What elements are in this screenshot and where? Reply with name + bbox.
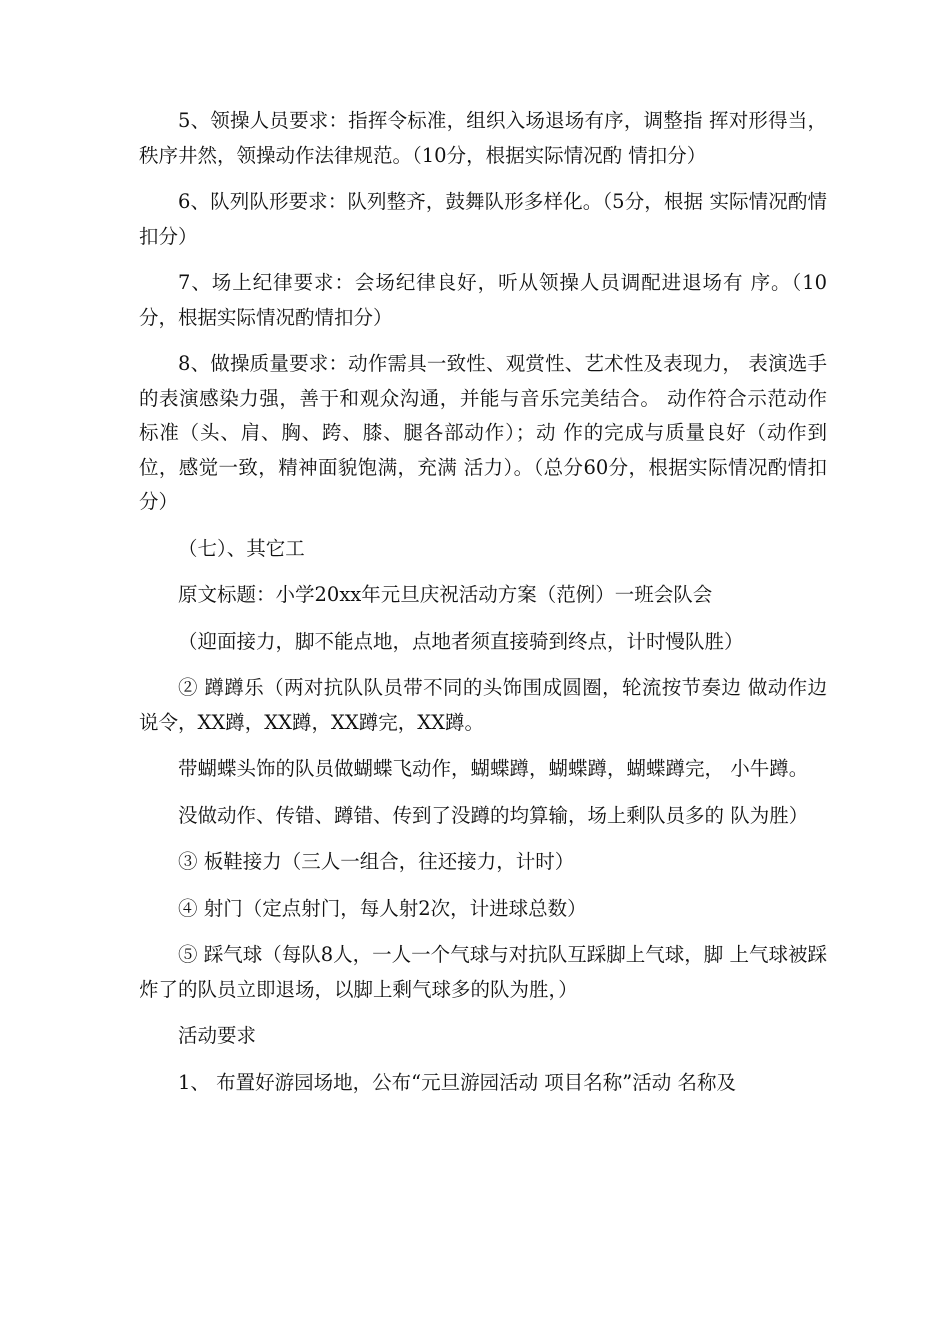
document-body	[139, 104, 827, 1100]
heading-activity-requirements: 活动要求	[178, 1024, 257, 1047]
paragraph-squat-game: ② 蹲蹲乐（两对抗队队员带不同的头饰围成圆圈，轮流按节奏边 做动作边说令，XX蹲，XX蹲，XX蹲完，XX蹲。	[139, 676, 827, 734]
paragraph-requirement-1: 1、 布置好游园场地，公布“元旦游园活动 项目名称”活动 名称及	[178, 1070, 736, 1094]
paragraph-squat-losing-rule: 没做动作、传错、蹲错、传到了没蹲的均算输，场上剩队员多的 队为胜）	[178, 803, 809, 827]
paragraph-leader-requirements: 5、领操人员要求：指挥令标准，组织入场退场有序，调整指 挥对形得当，秩序井然，领操动作法律规范。（10分，根据实际情况酌 情扣分）	[139, 109, 827, 167]
paragraph-discipline-requirements: 7、场上纪律要求：会场纪律良好，听从领操人员调配进退场有 序。（10分，根据实际情况酌情扣分）	[139, 271, 827, 329]
paragraph-formation-requirements: 6、队列队形要求：队列整齐，鼓舞队形多样化。（5分，根据 实际情况酌情扣分）	[139, 190, 827, 248]
paragraph-butterfly-squat: 带蝴蝶头饰的队员做蝴蝶飞动作，蝴蝶蹲，蝴蝶蹲，蝴蝶蹲完， 小牛蹲。	[178, 757, 809, 780]
paragraph-relay-rule: （迎面接力，脚不能点地，点地者须直接骑到终点，计时慢队胜）	[178, 629, 744, 653]
paragraph-quality-requirements: 8、做操质量要求：动作需具一致性、观赏性、艺术性及表现力， 表演选手的表演感染力强，善于和观众沟通，并能与音乐完美结合。 动作符合示范动作标准（头、肩、胸、跨、膝、腿各部动作）；动 作的完成与质量良好（动作到位，感觉一致，精神面貌饱满，充满 活力）。（总分60分，根据实际情况酌情扣分）	[139, 352, 827, 513]
paragraph-shooting-goal: ④ 射门（定点射门，每人射2次，计进球总数）	[178, 896, 587, 920]
paragraph-board-shoe-relay: ③ 板鞋接力（三人一组合，往还接力，计时）	[178, 850, 575, 873]
paragraph-original-title: 原文标题：小学20xx年元旦庆祝活动方案（范例）一班会队会	[178, 583, 713, 606]
paragraph-balloon-stomp: ⑤ 踩气球（每队8人，一人一个气球与对抗队互踩脚上气球，脚 上气球被踩炸了的队员立即退场，以脚上剩气球多的队为胜，）	[139, 943, 827, 1001]
section-heading-other-work: （七）、其它工	[178, 536, 305, 560]
